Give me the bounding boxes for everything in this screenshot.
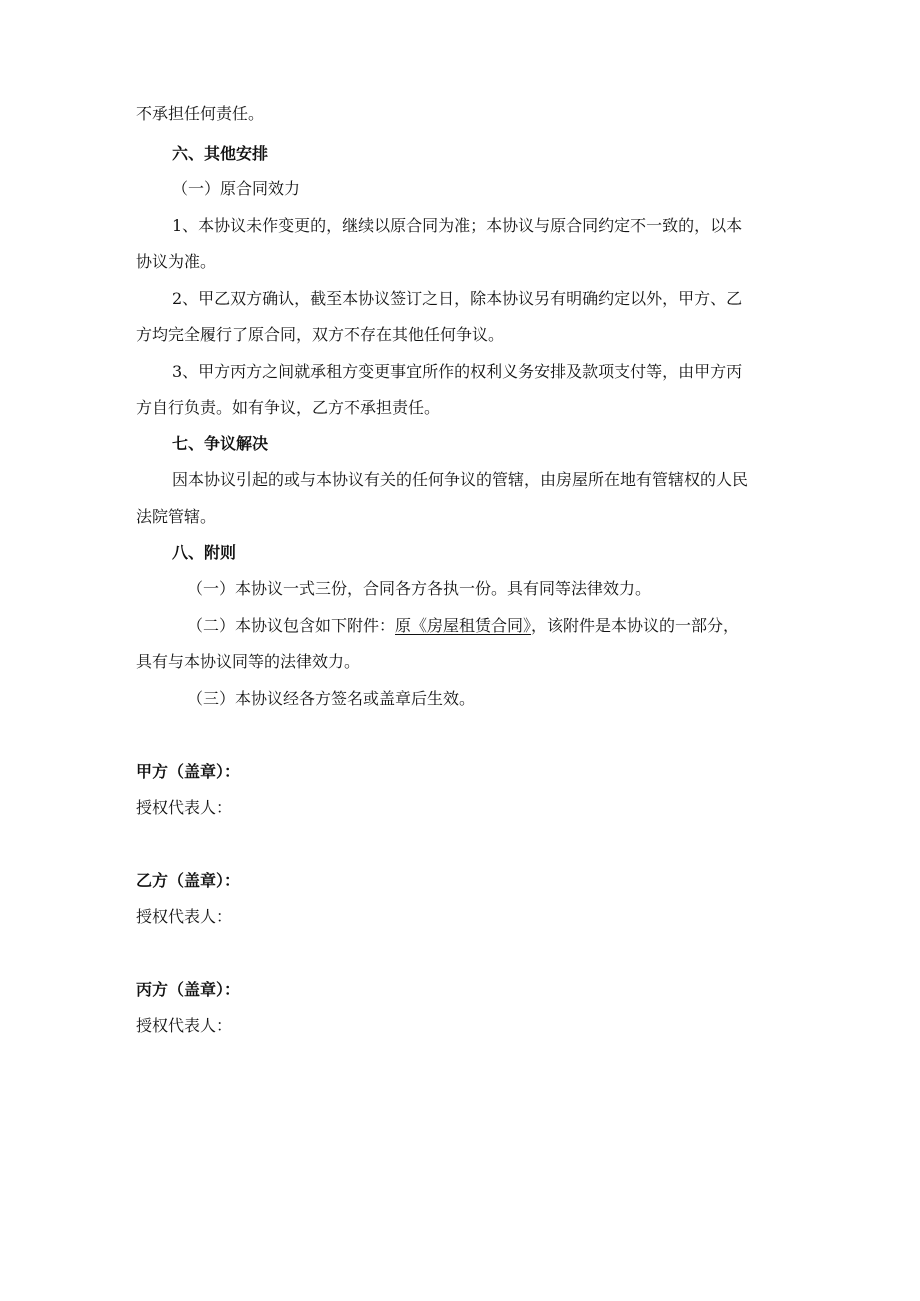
party-b-representative-label: 授权代表人： <box>136 907 233 926</box>
attachment-lease-contract-link: 原《房屋租赁合同》 <box>395 616 532 635</box>
party-a-seal-label: 甲方（盖章）： <box>136 762 241 781</box>
supplementary-item-1: （一）本协议一式三份，合同各方各执一份。具有同等法律效力。 <box>187 579 652 598</box>
clause-1-line-2: 协议为准。 <box>136 252 217 271</box>
supplementary-item-3: （三）本协议经各方签名或盖章后生效。 <box>187 689 476 708</box>
clause-3-line-1: 3、甲方丙方之间就承租方变更事宜所作的权利义务安排及款项支付等，由甲方丙 <box>172 362 743 381</box>
supplementary-item-2-line-1 <box>187 616 739 636</box>
clause-2-line-1: 2、甲乙双方确认，截至本协议签订之日，除本协议另有明确约定以外，甲方、乙 <box>172 289 743 308</box>
party-a-representative-label: 授权代表人： <box>136 798 233 817</box>
clause-2-line-2: 方均完全履行了原合同，双方不存在其他任何争议。 <box>136 325 505 344</box>
subheading-original-contract-effect: （一）原合同效力 <box>172 179 301 198</box>
supplementary-item-2-suffix: ，该附件是本协议的一部分， <box>531 616 740 635</box>
supplementary-item-2-prefix: （二）本协议包含如下附件： <box>187 616 396 635</box>
section-heading-dispute-resolution: 七、争议解决 <box>172 434 269 453</box>
party-b-seal-label: 乙方（盖章）： <box>136 871 241 890</box>
party-c-representative-label: 授权代表人： <box>136 1016 233 1035</box>
clause-1-line-1: 1、本协议未作变更的，继续以原合同为准；本协议与原合同约定不一致的，以本 <box>172 216 743 235</box>
dispute-paragraph-line-1: 因本协议引起的或与本协议有关的任何争议的管辖，由房屋所在地有管辖权的人民 <box>172 470 749 489</box>
paragraph-continuation: 不承担任何责任。 <box>136 104 265 123</box>
section-heading-supplementary: 八、附则 <box>172 543 237 562</box>
section-heading-other-arrangements: 六、其他安排 <box>172 144 269 163</box>
dispute-paragraph-line-2: 法院管辖。 <box>136 507 217 526</box>
party-c-seal-label: 丙方（盖章）： <box>136 980 241 999</box>
clause-3-line-2: 方自行负责。如有争议，乙方不承担责任。 <box>136 398 441 417</box>
supplementary-item-2-line-2: 具有与本协议同等的法律效力。 <box>136 652 361 671</box>
